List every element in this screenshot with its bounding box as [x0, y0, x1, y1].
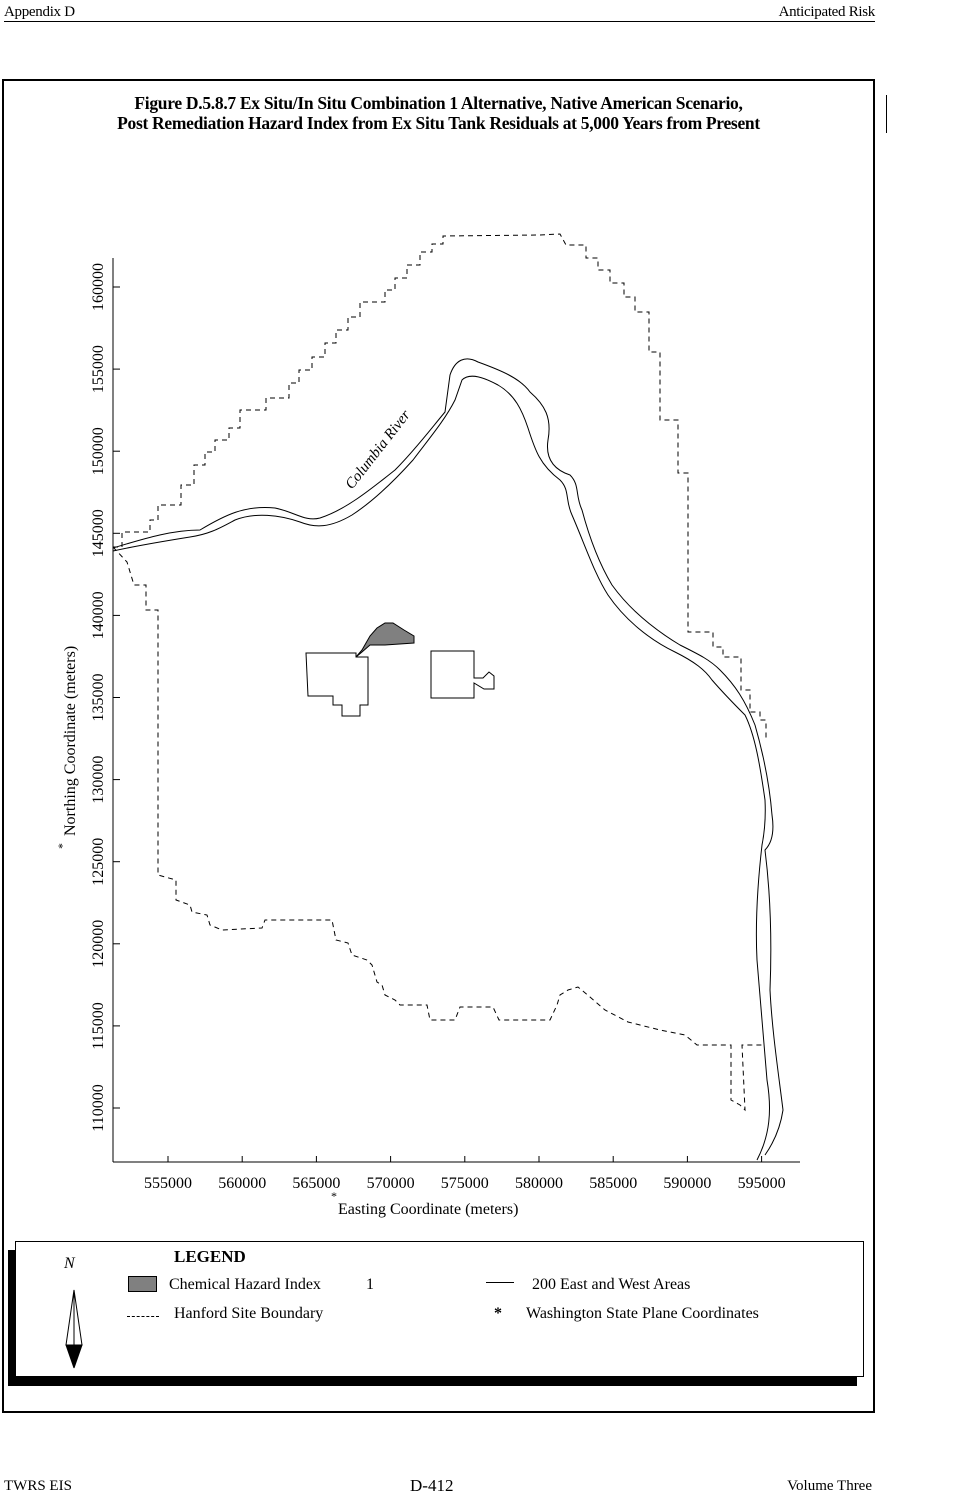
columbia-river-bank-south [113, 376, 770, 1160]
x-axis-label: Easting Coordinate (meters) [338, 1201, 519, 1218]
chemical-hazard-swatch [128, 1276, 157, 1292]
y-tick-label: 115000 [90, 1002, 107, 1050]
footer-page-number: D-412 [410, 1476, 454, 1495]
figure-title-line-2: Post Remediation Hazard Index from Ex Situ Tank Residuals at 5,000 Years from Present [117, 113, 760, 133]
x-tick-label: 560000 [218, 1175, 267, 1192]
x-tick-label: 570000 [366, 1175, 415, 1192]
areas-line-sample [486, 1282, 514, 1283]
header-left: Appendix D [4, 4, 75, 20]
north-arrow-icon [56, 1250, 96, 1370]
y-tick-label: 145000 [90, 509, 107, 558]
x-tick-label: 565000 [292, 1175, 341, 1192]
x-tick-label: 595000 [737, 1175, 786, 1192]
x-axis-asterisk: * [331, 1189, 337, 1203]
columbia-river-bank-north [113, 359, 783, 1155]
footer-right: Volume Three [787, 1478, 872, 1494]
y-tick-label: 130000 [90, 755, 107, 804]
coordinates-asterisk: * [494, 1305, 502, 1322]
y-ticks [90, 263, 120, 1132]
areas-label: 200 East and West Areas [532, 1276, 691, 1293]
hanford-site-boundary [113, 234, 766, 740]
x-tick-label: 585000 [589, 1175, 638, 1192]
y-axis-asterisk: * [55, 843, 69, 849]
x-tick-label: 575000 [440, 1175, 489, 1192]
y-tick-label: 150000 [90, 427, 107, 476]
footer-left: TWRS EIS [4, 1478, 72, 1494]
chemical-hazard-plume [356, 623, 414, 657]
x-tick-label: 555000 [144, 1175, 192, 1192]
y-tick-label: 135000 [90, 673, 107, 722]
area-200-west [306, 653, 368, 716]
area-200-east [431, 651, 494, 698]
y-tick-label: 140000 [90, 591, 107, 640]
hanford-site-boundary-south [113, 547, 765, 1110]
figure-title-line-1: Figure D.5.8.7 Ex Situ/In Situ Combination 1 Alternative, Native American Scenario, [134, 93, 743, 113]
boundary-label: Hanford Site Boundary [174, 1305, 324, 1322]
legend-box [15, 1241, 864, 1377]
header-right: Anticipated Risk [778, 4, 875, 20]
x-tick-label: 590000 [663, 1175, 712, 1192]
y-tick-label: 110000 [90, 1084, 107, 1132]
y-axis-label: Northing Coordinate (meters) [62, 645, 79, 836]
north-symbol: N [64, 1255, 75, 1272]
chemical-hazard-value: 1 [366, 1276, 374, 1293]
columbia-river-label: Columbia River [342, 407, 414, 493]
chemical-hazard-label: Chemical Hazard Index [169, 1276, 321, 1293]
y-tick-label: 155000 [90, 345, 107, 394]
y-tick-label: 160000 [90, 263, 107, 311]
x-tick-label: 580000 [515, 1175, 563, 1192]
coordinates-label: Washington State Plane Coordinates [526, 1305, 759, 1322]
x-ticks [144, 1156, 786, 1192]
y-tick-label: 120000 [90, 919, 107, 968]
boundary-line-sample [127, 1316, 159, 1317]
legend-title: LEGEND [174, 1247, 246, 1266]
y-tick-label: 125000 [90, 837, 107, 886]
